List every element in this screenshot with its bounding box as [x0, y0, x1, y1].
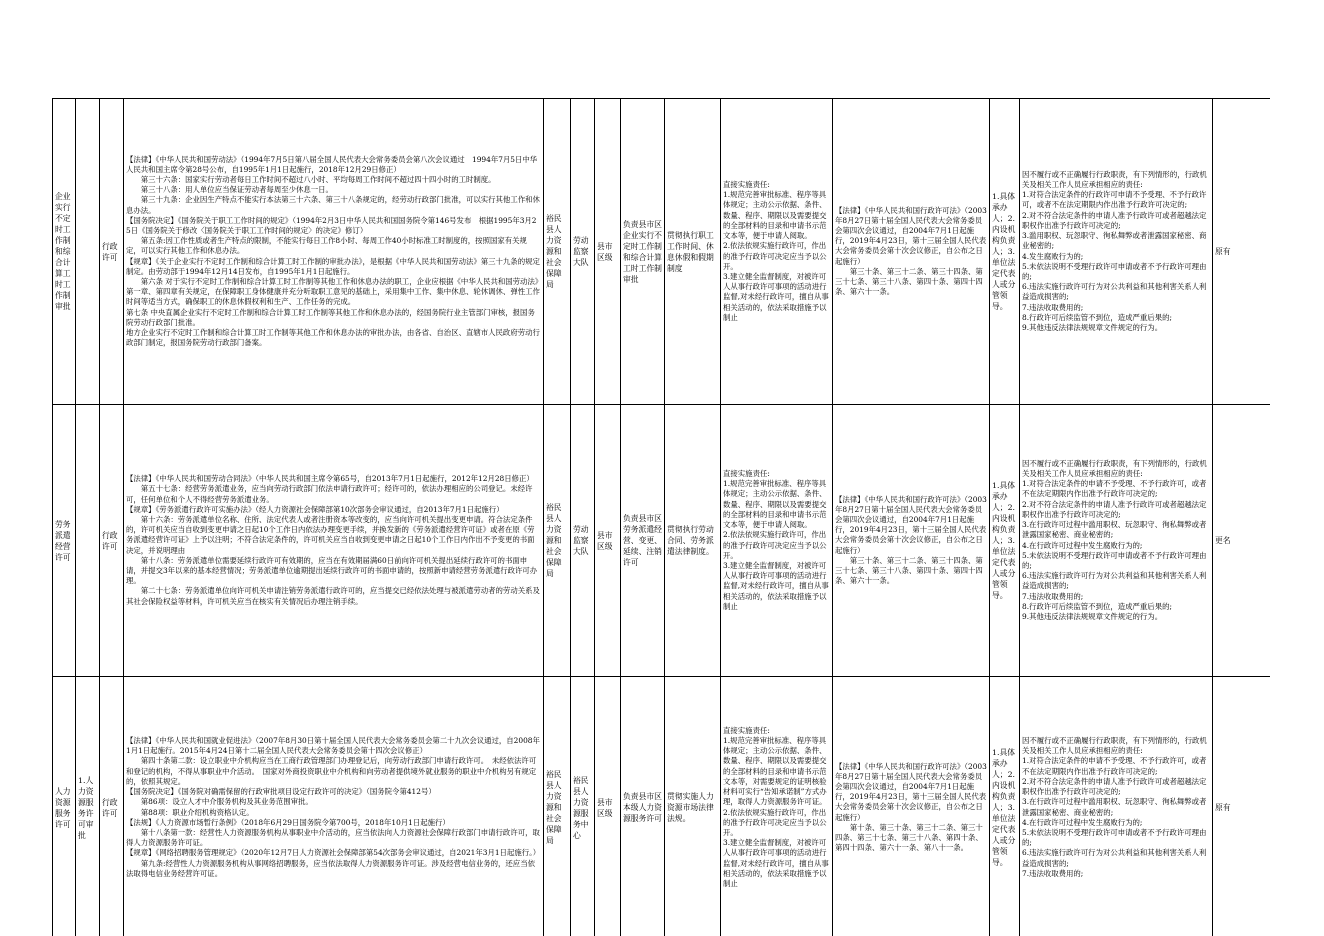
subject-cell[interactable]: 1.具体承办人；2.内设机构负责人；3.单位法定代表人或分管领导。 [990, 677, 1020, 936]
accountability-line: 5.未依法说明不受理行政许可申请或者不予行政许可理由的; [1022, 827, 1207, 848]
unit-cell[interactable]: 劳动监察大队 [571, 405, 595, 677]
unit-cell[interactable]: 劳动监察大队 [571, 99, 595, 405]
accountability-line: 3.在行政许可过程中滥用职权、玩忽职守、徇私舞弊或者泄露国家秘密、商业秘密的; [1022, 520, 1207, 540]
item-name-cell[interactable]: 人力资源服务许可 [53, 677, 76, 936]
scope-cell[interactable]: 负责县市区劳务派遣经营、变更、延续、注销许可 [621, 405, 665, 677]
accountability-line: 8.行政许可后续监管不到位，造成严重后果的; [1022, 601, 1172, 611]
subject-cell[interactable]: 1.具体承办人；2.内设机构负责人；3.单位法定代表人或分管领导。 [990, 99, 1020, 405]
table-row [53, 677, 1271, 936]
duty-cell[interactable] [721, 405, 833, 677]
duty-line: 直接实施责任: [723, 469, 770, 479]
basis-line: 地方企业实行不定时工作制和综合计算工时工作制等其他工作和休息办法的审批办法，由各省、自治区、直辖市人民政府劳动行政部门制定，报国务院劳动行政部门备案。 [126, 328, 540, 348]
duty-line: 1.规范完善审批标准、程序等具体规定；主动公示依据、条件、数量、程序、期限以及需要提交的全部材料的目录和申请书示范文本等，便于申请人阅取。 [723, 479, 827, 530]
accountability-line: 1.对符合法定条件的行政许可申请不予受理、不予行政许可，或者不在法定期限内作出准予行政许可决定的; [1022, 190, 1207, 210]
basis-line: 第88项：职业介绍机构资格认定。 [126, 807, 254, 817]
accountability-line: 1.对符合法定条件的申请不予受理、不予行政许可，或者不在法定期限内作出准予行政许可决定的; [1022, 479, 1207, 499]
legal-basis-cell[interactable] [124, 677, 544, 936]
remark-cell[interactable]: 更名 [1213, 405, 1271, 677]
basis-line: 第十八条：劳务派遣单位需要延续行政许可有效期的，应当在有效期届满60日前向许可机关提出延续行政许可的书面申请，并提交3年以来的基本经营情况；劳务派遣单位逾期提出延续行政许可的书面申请的，按照新申请经营劳务派遣行政许可办理。 [126, 555, 538, 586]
scope-cell[interactable]: 负责县市区本级人力资源服务许可 [621, 677, 665, 936]
item-type-cell[interactable]: 行政许可 [100, 405, 124, 677]
accountability-cell[interactable] [1020, 99, 1213, 405]
accountability-line: 4.在行政许可过程中发生腐败行为的; [1022, 540, 1143, 550]
basis-line: 第86项：设立人才中介服务机构及其业务范围审批。 [126, 797, 313, 807]
accountability-line: 9.其他违反法律法规规章文件规定的行为。 [1022, 322, 1163, 332]
legal-basis-cell[interactable] [124, 99, 544, 405]
basis-line: 第六条 对于实行不定时工作制和综合计算工时工作制等其他工作和休息办法的职工，企业应根据《中华人民共和国劳动法》第一章、第四章有关规定，在保障职工身体健康并充分听取职工意见的基础上，采用集中工作、集中休息、轮休调休、弹性工作时间等适当方式，确保职工的休息休假权利和生产、工作任务的完成。 [126, 277, 540, 307]
basis-line: 第四十条第二款：设立职业中介机构应当在工商行政管理部门办理登记后，向劳动行政部门申请行政许可。 未经依法许可和登记的机构，不得从事职业中介活动。 国家对外商投资职业中介机构和向劳动者提供境外就业服务的职业中介机构另有规定的，依照其规定。 [126, 756, 537, 786]
accountability-line: 1.对符合法定条件的申请不予受理、不予行政许可，或者不在法定期限内作出准予行政许可决定的; [1022, 756, 1207, 776]
accountability-line: 9.其他违反法律法规规章文件规定的行为。 [1022, 611, 1163, 621]
table-row [53, 99, 1271, 405]
level-cell[interactable]: 县市区级 [595, 99, 621, 405]
basis-line: 【规章】《关于企业实行不定时工作制和综合计算工时工作制的审批办法》，是根据《中华人民共和国劳动法》第三十九条的规定制定。由劳动部于1994年12月14日发布，自1995年1月1日起施行。 [126, 256, 540, 276]
duty-line: 3.建立健全监督制度，对被许可人从事行政许可事项的活动进行监督,对未经行政许可，擅自从事相关活动的，依法采取措施予以制止 [723, 838, 829, 888]
basis-line: 【法律】《中华人民共和国劳动合同法》（中华人民共和国主席令第65号，自2013年7月1日起施行，2012年12月28日修正） [126, 474, 534, 484]
accountability-line: 8.行政许可后续监管不到位，造成严重后果的; [1022, 312, 1172, 322]
duty-line: 1.规范完善审批标准、程序等具体规定；主动公示依据、条件、数量、程序、期限以及需要提交的全部材料的目录和申请书示范文本等，对需要规定的证明核验材料可实行“告知承诺制”方式办理，取得人力资源服务许可证。 [723, 736, 827, 807]
accountability-line: 6.违法实施行政许可行为对公共利益和其他利害关系人利益造成损害的; [1022, 848, 1207, 868]
sub-item-cell[interactable] [76, 405, 100, 677]
measure-cell[interactable]: 贯彻执行劳动合同、劳务派遣法律制度。 [665, 405, 721, 677]
accountability-line: 因不履行或不正确履行行政职责，有下列情形的，行政机关及相关工作人员应承担相应的责任: [1022, 169, 1207, 190]
accountability-line: 4.发生腐败行为的; [1022, 251, 1084, 261]
dept-cell[interactable]: 裕民县人力资源和社会保障局 [544, 99, 571, 405]
spreadsheet-sheet [52, 98, 1270, 936]
duty-basis-cell[interactable] [833, 99, 990, 405]
item-type-cell[interactable]: 行政许可 [100, 99, 124, 405]
accountability-line: 6.违法实施行政许可行为对公共利益和其他利害关系人利益造成损害的; [1022, 282, 1207, 302]
unit-cell[interactable]: 裕民县人力资源服务中心 [571, 677, 595, 936]
duty-line: 3.建立健全监督制度，对被许可人从事行政许可事项的活动进行监督,对未经行政许可，擅自从事相关活动的，依法采取措施予以制止 [723, 271, 829, 322]
duty-line: 2.依法依规实施行政许可，作出的准予行政许可决定应当予以公开。 [723, 807, 827, 837]
duty-basis-line: 第十条、第三十条、第三十二条、第三十四条、第三十七条、第三十八条、第四十条、第四十四条、第六十一条、第八十一条。 [835, 822, 983, 853]
basis-line: 第五十七条：经营劳务派遣业务，应当向劳动行政部门依法申请行政许可；经许可的，依法办理相应的公司登记。未经许可，任何单位和个人不得经营劳务派遣业务。 [126, 484, 533, 504]
basis-line: 第三十九条：企业因生产特点不能实行本法第三十六条、第三十八条规定的，经劳动行政部门批准，可以实行其他工作和休息办法。 [126, 195, 540, 215]
duty-line: 直接实施责任: [723, 180, 770, 190]
duty-line: 1.规范完善审批标准、程序等具体规定；主动公示依据、条件、数量、程序、期限以及需要提交的全部材料的目录和申请书示范文本等，便于申请人阅取。 [723, 190, 827, 241]
basis-line: 第三十八条：用人单位应当保证劳动者每周至少休息一日。 [126, 185, 333, 195]
accountability-cell[interactable] [1020, 405, 1213, 677]
duty-basis-line: 第三十条、第三十二条、第三十四条、第三十七条、第三十八条、第四十条、第四十四条、第六十一条。 [835, 555, 983, 586]
responsibility-table [52, 98, 1270, 936]
duty-cell[interactable] [721, 99, 833, 405]
duty-line: 直接实施责任: [723, 725, 770, 735]
basis-line: 【法规】《人力资源市场暂行条例》（2018年6月29日国务院令第700号，2018年10月1日起施行） [126, 817, 450, 827]
subject-cell[interactable]: 1.具体承办人；2.内设机构负责人；3.单位法定代表人或分管领导。 [990, 405, 1020, 677]
duty-basis-line: 【法律】《中华人民共和国行政许可法》（2003年8月27日第十届全国人民代表大会常务委员会第四次会议通过，自2004年7月1日起施行，2019年4月23日，第十三届全国人民代表大会常务委员会第十次会议修正，自公布之日起施行） [835, 205, 987, 266]
accountability-line: 2.对不符合法定条件的申请人准予行政许可或者超越法定职权作出准予行政许可决定的; [1022, 776, 1207, 797]
basis-line: 第九条:经营性人力资源服务机构从事网络招聘服务，应当依法取得人力资源服务许可证。涉及经营电信业务的，还应当依法取得电信业务经营许可证。 [126, 858, 535, 878]
accountability-line: 7.违法收取费用的; [1022, 302, 1084, 312]
basis-line: 第二十七条：劳务派遣单位向许可机关申请注销劳务派遣行政许可的，应当提交已经依法处理与被派遣劳动者的劳动关系及其社会保险权益等材料，许可机关应当在核实有关情况后办理注销手续。 [126, 586, 540, 606]
accountability-line: 7.违法收取费用的; [1022, 868, 1084, 878]
item-name-cell[interactable]: 企业实行不定时工作制和综合计算工时工作制审批 [53, 99, 76, 405]
sub-item-cell[interactable]: 1.人力资源服务许可审批 [76, 677, 100, 936]
accountability-line: 3.滥用职权、玩忽职守、徇私舞弊或者泄露国家秘密、商业秘密的; [1022, 231, 1207, 251]
level-cell[interactable]: 县市区级 [595, 405, 621, 677]
accountability-line: 4.在行政许可过程中发生腐败行为的; [1022, 817, 1143, 827]
legal-basis-cell[interactable] [124, 405, 544, 677]
accountability-line: 5.未依法说明不受理行政许可申请或者不予行政许可理由的; [1022, 261, 1207, 281]
basis-line: 【法律】《中华人民共和国就业促进法》（2007年8月30日第十届全国人民代表大会常务委员会第二十九次会议通过，自2008年1月1日起施行。2015年4月24日第十二届全国人民代表大会常务委员会第十四次会议修正） [126, 736, 540, 756]
measure-cell[interactable]: 贯彻执行职工工作时间、休息休假和假期制度 [665, 99, 721, 405]
scope-cell[interactable]: 负责县市区企业实行不定时工作制和综合计算工时工作制审批 [621, 99, 665, 405]
remark-cell[interactable]: 原有 [1213, 677, 1271, 936]
basis-line: 【法律】《中华人民共和国劳动法》（1994年7月5日第八届全国人民代表大会常务委员会第八次会议通过 1994年7月5日中华人民共和国主席令第28号公布，自1995年1月1日起施行，2018年12月29日修正） [126, 154, 538, 174]
duty-basis-cell[interactable] [833, 677, 990, 936]
basis-line: 【国务院决定】《国务院对确需保留的行政审批项目设定行政许可的决定》（国务院令第412号） [126, 787, 436, 797]
dept-cell[interactable]: 裕民县人力资源和社会保障局 [544, 677, 571, 936]
sub-item-cell[interactable] [76, 99, 100, 405]
accountability-cell[interactable] [1020, 677, 1213, 936]
duty-line: 3.建立健全监督制度，对被许可人从事行政许可事项的活动进行监督,对未经行政许可，擅自从事相关活动的，依法采取措施予以制止 [723, 560, 829, 611]
basis-line: 【规章】《劳务派遣行政许可实施办法》（经人力资源社会保障部第10次部务会审议通过，自2013年7月1日起施行） [126, 504, 504, 514]
duty-basis-line: 【法律】《中华人民共和国行政许可法》（2003年8月27日第十届全国人民代表大会常务委员会第四次会议通过，自2004年7月1日起施行，2019年4月23日，第十三届全国人民代表大会常务委员会第十次会议修正，自公布之日起施行） [835, 761, 987, 822]
duty-basis-cell[interactable] [833, 405, 990, 677]
basis-line: 第十八条第一款：经营性人力资源服务机构从事职业中介活动的，应当依法向人力资源社会保障行政部门申请行政许可，取得人力资源服务许可证。 [126, 827, 540, 848]
duty-line: 2.依法依规实施行政许可，作出的准予行政许可决定应当予以公开。 [723, 241, 827, 271]
duty-basis-line: 【法律】《中华人民共和国行政许可法》（2003年8月27日第十届全国人民代表大会常务委员会第四次会议通过，自2004年7月1日起施行，2019年4月23日，第十三届全国人民代表大会常务委员会第十次会议修正，自公布之日起施行） [835, 494, 987, 555]
basis-line: 第七条 中央直属企业实行不定时工作制和综合计算工时工作制等其他工作和休息办法的，经国务院行业主管部门审核，报国务院劳动行政部门批准。 [126, 307, 535, 327]
basis-line: 第十六条：劳务派遣单位名称、住所、法定代表人或者注册资本等改变的，应当向许可机关提出变更申请。符合法定条件的，许可机关应当自收到变更申请之日起10个工作日内依法办理变更手续，并换发新的《劳务派遣经营许可证》或者在原《劳务派遣经营许可证》上予以注明；不符合法定条件的，许可机关应当自收到变更申请之日起10个工作日内作出不予变更的书面决定，并说明理由 [126, 514, 535, 555]
item-type-cell[interactable]: 行政许可 [100, 677, 124, 936]
duty-line: 2.依法依规实施行政许可，作出的准予行政许可决定应当予以公开。 [723, 530, 827, 560]
accountability-line: 5.未依法说明不受理行政许可申请或者不予行政许可理由的; [1022, 550, 1207, 570]
accountability-line: 因不履行或不正确履行行政职责，有下列情形的，行政机关及相关工作人员应承担相应的责任: [1022, 736, 1207, 756]
duty-basis-line: 第三十条、第三十二条、第三十四条、第三十七条、第三十八条、第四十条、第四十四条、第六十一条。 [835, 266, 983, 297]
basis-line: 【规章】《网络招聘服务管理规定》（2020年12月7日人力资源社会保障部第54次部务会审议通过，自2021年3月1日起施行。） [126, 848, 541, 858]
table-row [53, 405, 1271, 677]
accountability-line: 6.违法实施行政许可行为对公共利益和其他利害关系人利益造成损害的; [1022, 571, 1207, 591]
accountability-line: 2.对不符合法定条件的申请人准予行政许可或者超越法定职权作出准予行政许可决定的; [1022, 499, 1207, 519]
duty-cell[interactable] [721, 677, 833, 936]
level-cell[interactable]: 县市区级 [595, 677, 621, 936]
accountability-line: 7.违法收取费用的; [1022, 591, 1084, 601]
measure-cell[interactable]: 贯彻实施人力资源市场法律法规。 [665, 677, 721, 936]
basis-line: 第三十六条：国家实行劳动者每日工作时间不超过八小时、平均每周工作时间不超过四十四小时的工时制度。 [126, 174, 496, 184]
accountability-line: 2.对不符合法定条件的申请人准予行政许可或者超越法定职权作出准予行政许可决定的; [1022, 210, 1207, 230]
accountability-line: 3.在行政许可过程中滥用职权、玩忽职守、徇私舞弊或者泄露国家秘密、商业秘密的; [1022, 797, 1207, 817]
remark-cell[interactable]: 原有 [1213, 99, 1271, 405]
item-name-cell[interactable]: 劳务派遣经营许可 [53, 405, 76, 677]
dept-cell[interactable]: 裕民县人力资源和社会保障局 [544, 405, 571, 677]
basis-line: 第五条:因工作性质或者生产特点的限制，不能实行每日工作8小时、每周工作40小时标准工时制度的，按照国家有关规定，可以实行其他工作和休息办法。 [126, 236, 527, 256]
basis-line: 【国务院决定】《国务院关于职工工作时间的规定》（1994年2月3日中华人民共和国国务院令第146号发布 根据1995年3月25日《国务院关于修改〈国务院关于职工工作时间的规定〉的决定》修订） [126, 215, 537, 235]
accountability-line: 因不履行或不正确履行行政职责，有下列情形的，行政机关及相关工作人员应承担相应的责任: [1022, 458, 1207, 479]
